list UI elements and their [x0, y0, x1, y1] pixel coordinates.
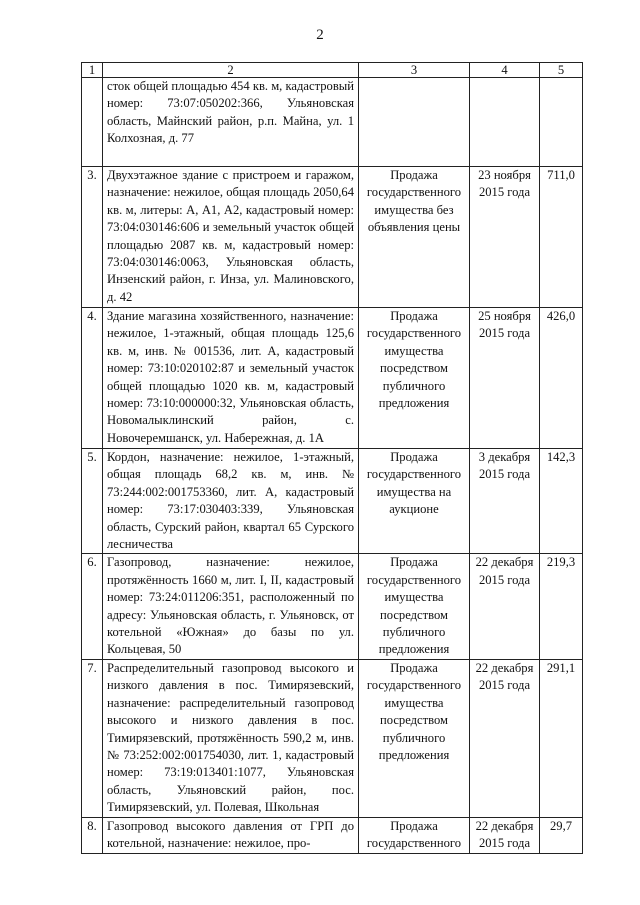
table-row	[82, 659, 583, 817]
sale-date	[470, 78, 540, 167]
row-number	[82, 78, 103, 167]
table-row	[82, 167, 583, 308]
amount-value: 142,3	[540, 449, 583, 554]
row-number: 4.	[82, 308, 103, 449]
sale-method: Продажа государственного	[359, 817, 470, 853]
table-row	[82, 449, 583, 554]
sale-method: Продажа государственного имущества без объявления цены	[359, 167, 470, 308]
column-header: 5	[540, 63, 583, 78]
property-description: Распределительный газопровод высокого и низкого давления в пос. Тимирязевский, назначение: распределительный газопровод высокого и низкого давления в пос. Тимирязевский, протяжённость 590,2 м, инв. № 73:252:002:001754030, лит. 1, кадастровый номер: 73:19:013401:1077, Ульяновская область, Ульяновский район, пос. Тимирязевский, ул. Полевая, Школьная	[103, 659, 359, 817]
row-number: 8.	[82, 817, 103, 853]
sale-date: 23 ноября 2015 года	[470, 167, 540, 308]
property-table	[81, 62, 583, 854]
amount-value	[540, 78, 583, 167]
amount-value: 219,3	[540, 554, 583, 659]
column-header: 2	[103, 63, 359, 78]
property-description: Двухэтажное здание с пристроем и гаражом, назначение: нежилое, общая площадь 2050,64 кв. м, литеры: А, А1, А2, кадастровый номер: 73:04:030146:606 и земельный участок общей площадью 2087 кв. м, кадастровый номер: 73:04:030146:0063, Ульяновская область, Инзенский район, г. Инза, ул. Малиновского, д. 42	[103, 167, 359, 308]
amount-value: 711,0	[540, 167, 583, 308]
table-row	[82, 817, 583, 853]
row-number: 5.	[82, 449, 103, 554]
table-row	[82, 554, 583, 659]
amount-value: 29,7	[540, 817, 583, 853]
row-number: 3.	[82, 167, 103, 308]
sale-date: 22 декабря 2015 года	[470, 659, 540, 817]
property-description: Здание магазина хозяйственного, назначение: нежилое, 1-этажный, общая площадь 125,6 кв. м, инв. № 001536, лит. А, кадастровый номер: 73:10:020102:87 и земельный участок общей площадью 1020 кв. м, кадастровый номер: 73:10:000000:32, Ульяновская область, Новомалыклинский район, с. Новочеремшанск, ул. Набережная, д. 1А	[103, 308, 359, 449]
sale-method	[359, 78, 470, 167]
sale-date: 22 декабря 2015 года	[470, 817, 540, 853]
column-header: 1	[82, 63, 103, 78]
column-header: 3	[359, 63, 470, 78]
amount-value: 291,1	[540, 659, 583, 817]
table-row	[82, 78, 583, 167]
sale-method: Продажа государственного имущества посредством публичного предложения	[359, 308, 470, 449]
sale-method: Продажа государственного имущества посредством публичного предложения	[359, 554, 470, 659]
column-header: 4	[470, 63, 540, 78]
page-number: 2	[316, 27, 324, 43]
sale-method: Продажа государственного имущества посредством публичного предложения	[359, 659, 470, 817]
table-row	[82, 308, 583, 449]
sale-date: 22 декабря 2015 года	[470, 554, 540, 659]
row-number: 7.	[82, 659, 103, 817]
sale-method: Продажа государственного имущества на аукционе	[359, 449, 470, 554]
property-description: Газопровод высокого давления от ГРП до котельной, назначение: нежилое, про-	[103, 817, 359, 853]
property-description: сток общей площадью 454 кв. м, кадастровый номер: 73:07:050202:366, Ульяновская область, Майнский район, р.п. Майна, ул. 1 Колхозная, д. 77	[103, 78, 359, 167]
sale-date: 25 ноября 2015 года	[470, 308, 540, 449]
amount-value: 426,0	[540, 308, 583, 449]
property-description: Кордон, назначение: нежилое, 1-этажный, общая площадь 68,2 кв. м, инв. № 73:244:002:001753360, лит. А, кадастровый номер: 73:17:030403:339, Ульяновская область, Сурский район, квартал 65 Сурского лесничества	[103, 449, 359, 554]
table-header-row	[82, 63, 583, 78]
property-description: Газопровод, назначение: нежилое, протяжённость 1660 м, лит. I, II, кадастровый номер: 73:24:011206:351, расположенный по адресу: Ульяновская область, г. Ульяновск, от котельной «Южная» до базы по ул. Кольцевая, 50	[103, 554, 359, 659]
sale-date: 3 декабря 2015 года	[470, 449, 540, 554]
row-number: 6.	[82, 554, 103, 659]
